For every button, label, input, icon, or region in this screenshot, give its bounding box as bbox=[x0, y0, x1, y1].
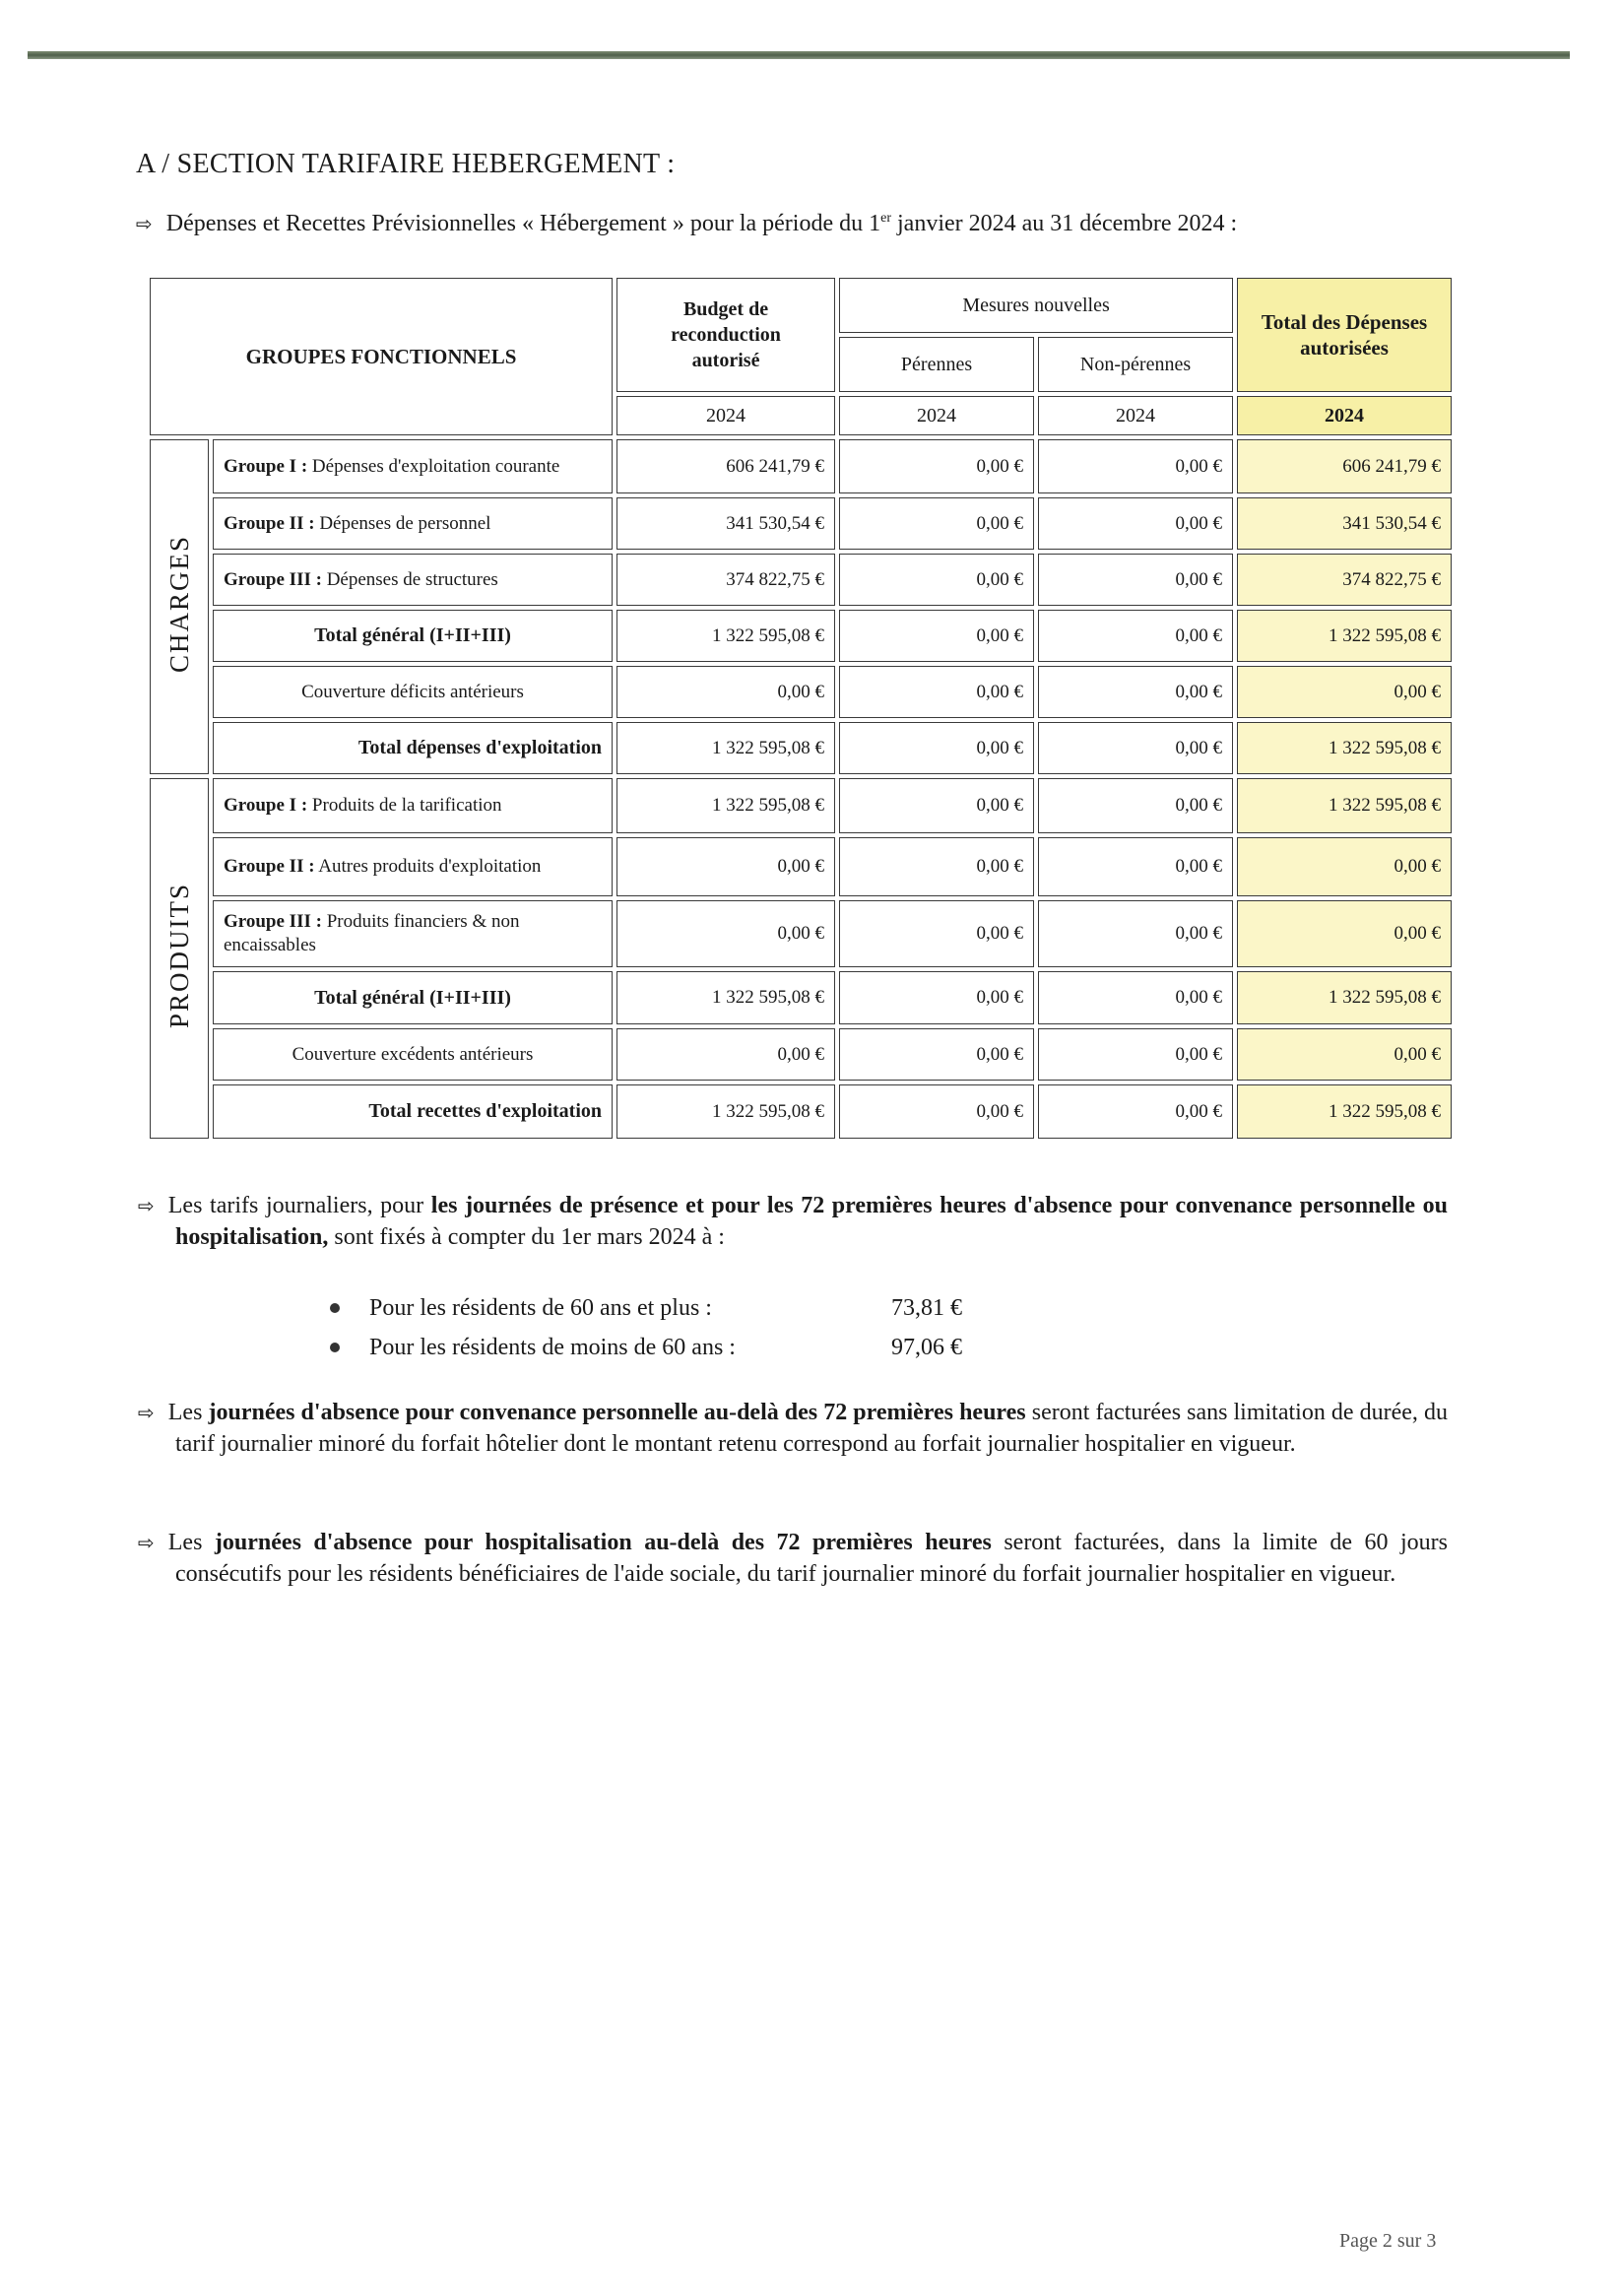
charges-group-2-perennes: 0,00 € bbox=[839, 497, 1034, 550]
produits-total-general-perennes: 0,00 € bbox=[839, 971, 1034, 1024]
tarif-label: Pour les résidents de moins de 60 ans : bbox=[369, 1335, 736, 1360]
produits-couverture-budget: 0,00 € bbox=[616, 1028, 835, 1081]
bullet-icon bbox=[330, 1343, 340, 1352]
produits-couverture-non-perennes: 0,00 € bbox=[1038, 1028, 1233, 1081]
header-mesures: Mesures nouvelles bbox=[839, 278, 1233, 333]
charges-group-2-non-perennes: 0,00 € bbox=[1038, 497, 1233, 550]
arrow-right-icon: ⇨ bbox=[136, 212, 153, 235]
produits-total-recettes-perennes: 0,00 € bbox=[839, 1084, 1034, 1139]
produits-group-1-perennes: 0,00 € bbox=[839, 778, 1034, 833]
produits-group-2-perennes: 0,00 € bbox=[839, 837, 1034, 896]
tarif-value: 97,06 € bbox=[891, 1335, 962, 1360]
produits-group-3-non-perennes: 0,00 € bbox=[1038, 900, 1233, 967]
charges-couverture-perennes: 0,00 € bbox=[839, 666, 1034, 718]
produits-total-general-non-perennes: 0,00 € bbox=[1038, 971, 1233, 1024]
charges-total-general-total: 1 322 595,08 € bbox=[1237, 610, 1452, 662]
produits-side-label: PRODUITS bbox=[150, 778, 209, 1139]
produits-group-3-label: Groupe III : Produits financiers & non encaissables bbox=[213, 900, 613, 967]
intro-sup: er bbox=[880, 211, 891, 226]
charges-total-general-budget: 1 322 595,08 € bbox=[616, 610, 835, 662]
header-year-perennes: 2024 bbox=[839, 396, 1034, 435]
produits-couverture-label: Couverture excédents antérieurs bbox=[213, 1028, 613, 1081]
produits-total-general-label: Total général (I+II+III) bbox=[213, 971, 613, 1024]
top-rule bbox=[28, 51, 1570, 59]
produits-total-recettes-non-perennes: 0,00 € bbox=[1038, 1084, 1233, 1139]
produits-group-1-non-perennes: 0,00 € bbox=[1038, 778, 1233, 833]
arrow-right-icon: ⇨ bbox=[138, 1531, 155, 1554]
list-item bbox=[330, 1328, 962, 1367]
charges-couverture-label: Couverture déficits antérieurs bbox=[213, 666, 613, 718]
budget-table bbox=[146, 274, 1456, 1143]
produits-group-1-total: 1 322 595,08 € bbox=[1237, 778, 1452, 833]
arrow-right-icon: ⇨ bbox=[138, 1401, 155, 1424]
produits-group-2-total: 0,00 € bbox=[1237, 837, 1452, 896]
produits-total-recettes-total: 1 322 595,08 € bbox=[1237, 1084, 1452, 1139]
produits-group-3-budget: 0,00 € bbox=[616, 900, 835, 967]
produits-total-recettes-label: Total recettes d'exploitation bbox=[213, 1084, 613, 1139]
tarif-value: 73,81 € bbox=[891, 1295, 962, 1321]
charges-total-depenses-total: 1 322 595,08 € bbox=[1237, 722, 1452, 774]
charges-total-general-label: Total général (I+II+III) bbox=[213, 610, 613, 662]
charges-side-label: CHARGES bbox=[150, 439, 209, 774]
produits-couverture-total: 0,00 € bbox=[1237, 1028, 1452, 1081]
produits-total-general-budget: 1 322 595,08 € bbox=[616, 971, 835, 1024]
header-total: Total des Dépenses autorisées bbox=[1237, 278, 1452, 392]
produits-total-recettes-budget: 1 322 595,08 € bbox=[616, 1084, 835, 1139]
charges-total-general-perennes: 0,00 € bbox=[839, 610, 1034, 662]
produits-group-2-label: Groupe II : Autres produits d'exploitation bbox=[213, 837, 613, 896]
header-non-perennes: Non-pérennes bbox=[1038, 337, 1233, 392]
produits-group-3-perennes: 0,00 € bbox=[839, 900, 1034, 967]
charges-total-depenses-budget: 1 322 595,08 € bbox=[616, 722, 835, 774]
section-title: A / SECTION TARIFAIRE HEBERGEMENT : bbox=[136, 149, 676, 179]
charges-total-depenses-non-perennes: 0,00 € bbox=[1038, 722, 1233, 774]
tarif-label: Pour les résidents de 60 ans et plus : bbox=[369, 1295, 712, 1321]
charges-group-3-non-perennes: 0,00 € bbox=[1038, 554, 1233, 606]
charges-group-2-total: 341 530,54 € bbox=[1237, 497, 1452, 550]
absence-convenance-paragraph: ⇨ Les journées d'absence pour convenance personnelle au-delà des 72 premières heures seront facturées sans limitation de durée, du tarif journalier minoré du forfait hôtelier dont le montant retenu correspond au forfait journalier hospitalier en vigueur. bbox=[138, 1400, 1448, 1457]
charges-couverture-non-perennes: 0,00 € bbox=[1038, 666, 1233, 718]
produits-group-2-budget: 0,00 € bbox=[616, 837, 835, 896]
produits-total-general-total: 1 322 595,08 € bbox=[1237, 971, 1452, 1024]
charges-total-depenses-perennes: 0,00 € bbox=[839, 722, 1034, 774]
produits-group-2-non-perennes: 0,00 € bbox=[1038, 837, 1233, 896]
charges-couverture-total: 0,00 € bbox=[1237, 666, 1452, 718]
charges-total-depenses-label: Total dépenses d'exploitation bbox=[213, 722, 613, 774]
charges-couverture-budget: 0,00 € bbox=[616, 666, 835, 718]
charges-total-general-non-perennes: 0,00 € bbox=[1038, 610, 1233, 662]
produits-group-1-label: Groupe I : Produits de la tarification bbox=[213, 778, 613, 833]
absence-hospitalisation-paragraph: ⇨ Les journées d'absence pour hospitalisation au-delà des 72 premières heures seront facturées, dans la limite de 60 jours consécutifs pour les résidents bénéficiaires de l'aide sociale, du tarif journalier minoré du forfait journalier hospitalier en vigueur. bbox=[138, 1530, 1449, 1587]
produits-couverture-perennes: 0,00 € bbox=[839, 1028, 1034, 1081]
intro-text-end: janvier 2024 au 31 décembre 2024 : bbox=[891, 211, 1238, 236]
header-budget: Budget de reconduction autorisé bbox=[616, 278, 835, 392]
intro-line bbox=[136, 211, 1237, 237]
charges-group-2-budget: 341 530,54 € bbox=[616, 497, 835, 550]
list-item bbox=[330, 1288, 962, 1328]
charges-group-1-total: 606 241,79 € bbox=[1237, 439, 1452, 493]
header-groupes: GROUPES FONCTIONNELS bbox=[150, 278, 613, 435]
produits-group-3-total: 0,00 € bbox=[1237, 900, 1452, 967]
charges-group-3-label: Groupe III : Dépenses de structures bbox=[213, 554, 613, 606]
page-number: Page 2 sur 3 bbox=[1339, 2230, 1437, 2252]
header-year-non-perennes: 2024 bbox=[1038, 396, 1233, 435]
header-year-budget: 2024 bbox=[616, 396, 835, 435]
arrow-right-icon: ⇨ bbox=[138, 1194, 155, 1217]
charges-group-3-budget: 374 822,75 € bbox=[616, 554, 835, 606]
header-year-total: 2024 bbox=[1237, 396, 1452, 435]
charges-group-2-label: Groupe II : Dépenses de personnel bbox=[213, 497, 613, 550]
produits-group-1-budget: 1 322 595,08 € bbox=[616, 778, 835, 833]
charges-group-1-budget: 606 241,79 € bbox=[616, 439, 835, 493]
charges-group-3-perennes: 0,00 € bbox=[839, 554, 1034, 606]
charges-group-1-perennes: 0,00 € bbox=[839, 439, 1034, 493]
bullet-icon bbox=[330, 1303, 340, 1313]
charges-group-3-total: 374 822,75 € bbox=[1237, 554, 1452, 606]
charges-group-1-non-perennes: 0,00 € bbox=[1038, 439, 1233, 493]
header-perennes: Pérennes bbox=[839, 337, 1034, 392]
intro-text: Dépenses et Recettes Prévisionnelles « Hébergement » pour la période du 1 bbox=[165, 211, 881, 236]
tarifs-paragraph: ⇨ Les tarifs journaliers, pour les journées de présence et pour les 72 premières heures d'absence pour convenance personnelle ou hospitalisation, sont fixés à compter du 1er mars 2024 à : bbox=[138, 1193, 1449, 1250]
charges-group-1-label: Groupe I : Dépenses d'exploitation courante bbox=[213, 439, 613, 493]
tarifs-list bbox=[330, 1288, 962, 1367]
